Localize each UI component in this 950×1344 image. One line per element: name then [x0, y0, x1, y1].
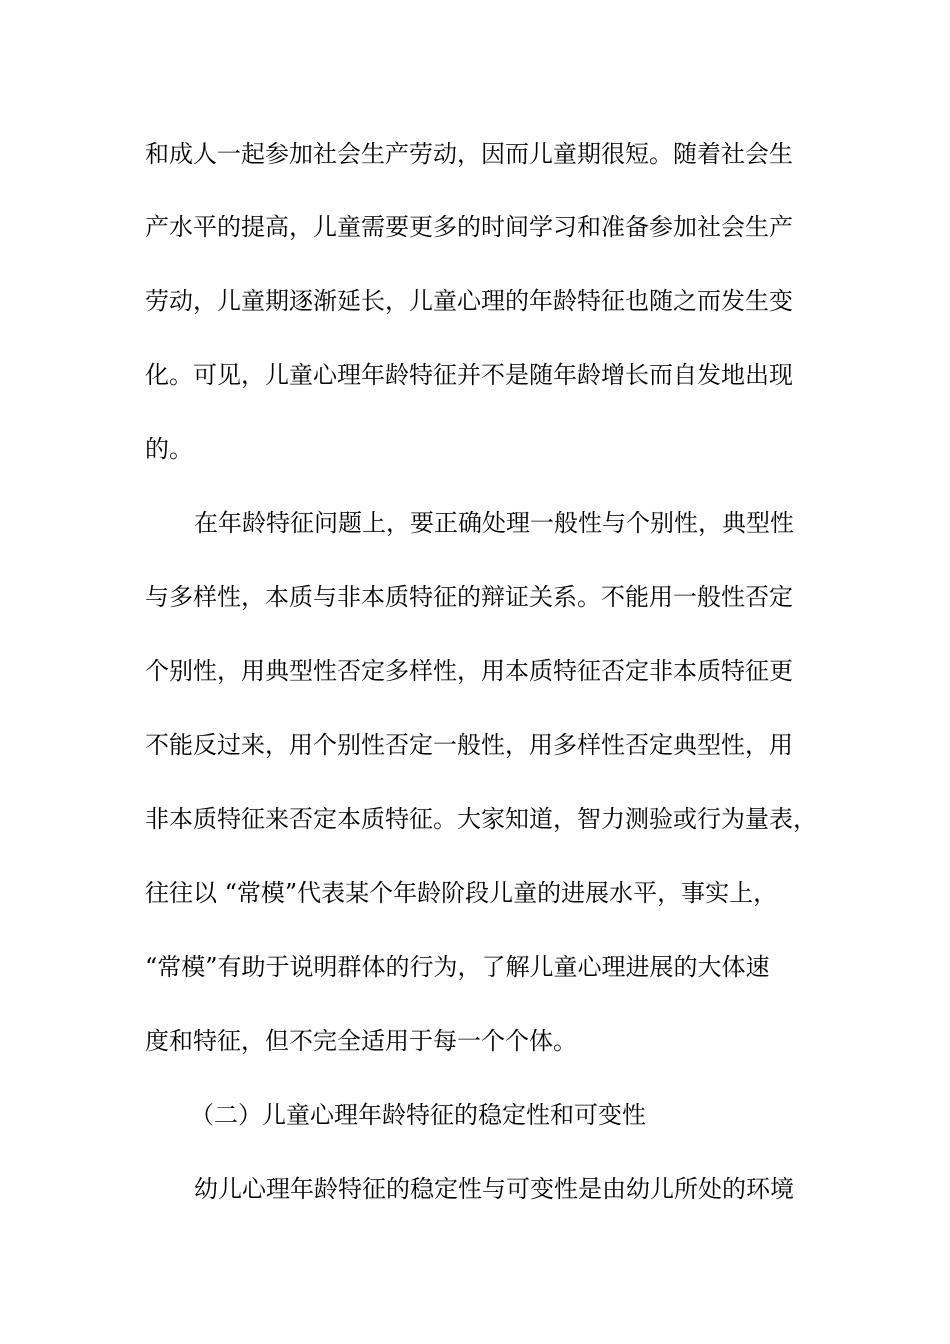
section-heading: （二）儿童心理年龄特征的稳定性和可变性	[190, 1101, 646, 1129]
paragraph-line: “常模”有助于说明群体的行为，了解儿童心理进展的大体速	[145, 953, 770, 981]
paragraph-line: 不能反过来，用个别性否定一般性，用多样性否定典型性，用	[145, 731, 793, 759]
paragraph-line: 个别性，用典型性否定多样性，用本质特征否定非本质特征更	[145, 657, 793, 685]
paragraph-line: 劳动，儿童期逐渐延长，儿童心理的年龄特征也随之而发生变	[145, 287, 793, 315]
paragraph-first-line: 幼儿心理年龄特征的稳定性与可变性是由幼儿所处的环境	[194, 1175, 794, 1203]
paragraph-line: 与多样性，本质与非本质特征的辩证关系。不能用一般性否定	[145, 583, 793, 611]
paragraph-line: 度和特征，但不完全适用于每一个个体。	[145, 1027, 577, 1055]
paragraph-first-line: 在年龄特征问题上，要正确处理一般性与个别性，典型性	[194, 509, 794, 537]
paragraph-line: 往往以 “常模”代表某个年龄阶段儿童的进展水平，事实上，	[145, 879, 778, 907]
paragraph-line: 和成人一起参加社会生产劳动，因而儿童期很短。随着社会生	[145, 140, 793, 168]
paragraph-line: 非本质特征来否定本质特征。大家知道，智力测验或行为量表，	[145, 805, 817, 833]
paragraph-line: 化。可见，儿童心理年龄特征并不是随年龄增长而自发地出现	[145, 361, 793, 389]
paragraph-line: 的。	[145, 435, 193, 463]
paragraph-line: 产水平的提高，儿童需要更多的时间学习和准备参加社会生产	[145, 213, 793, 241]
